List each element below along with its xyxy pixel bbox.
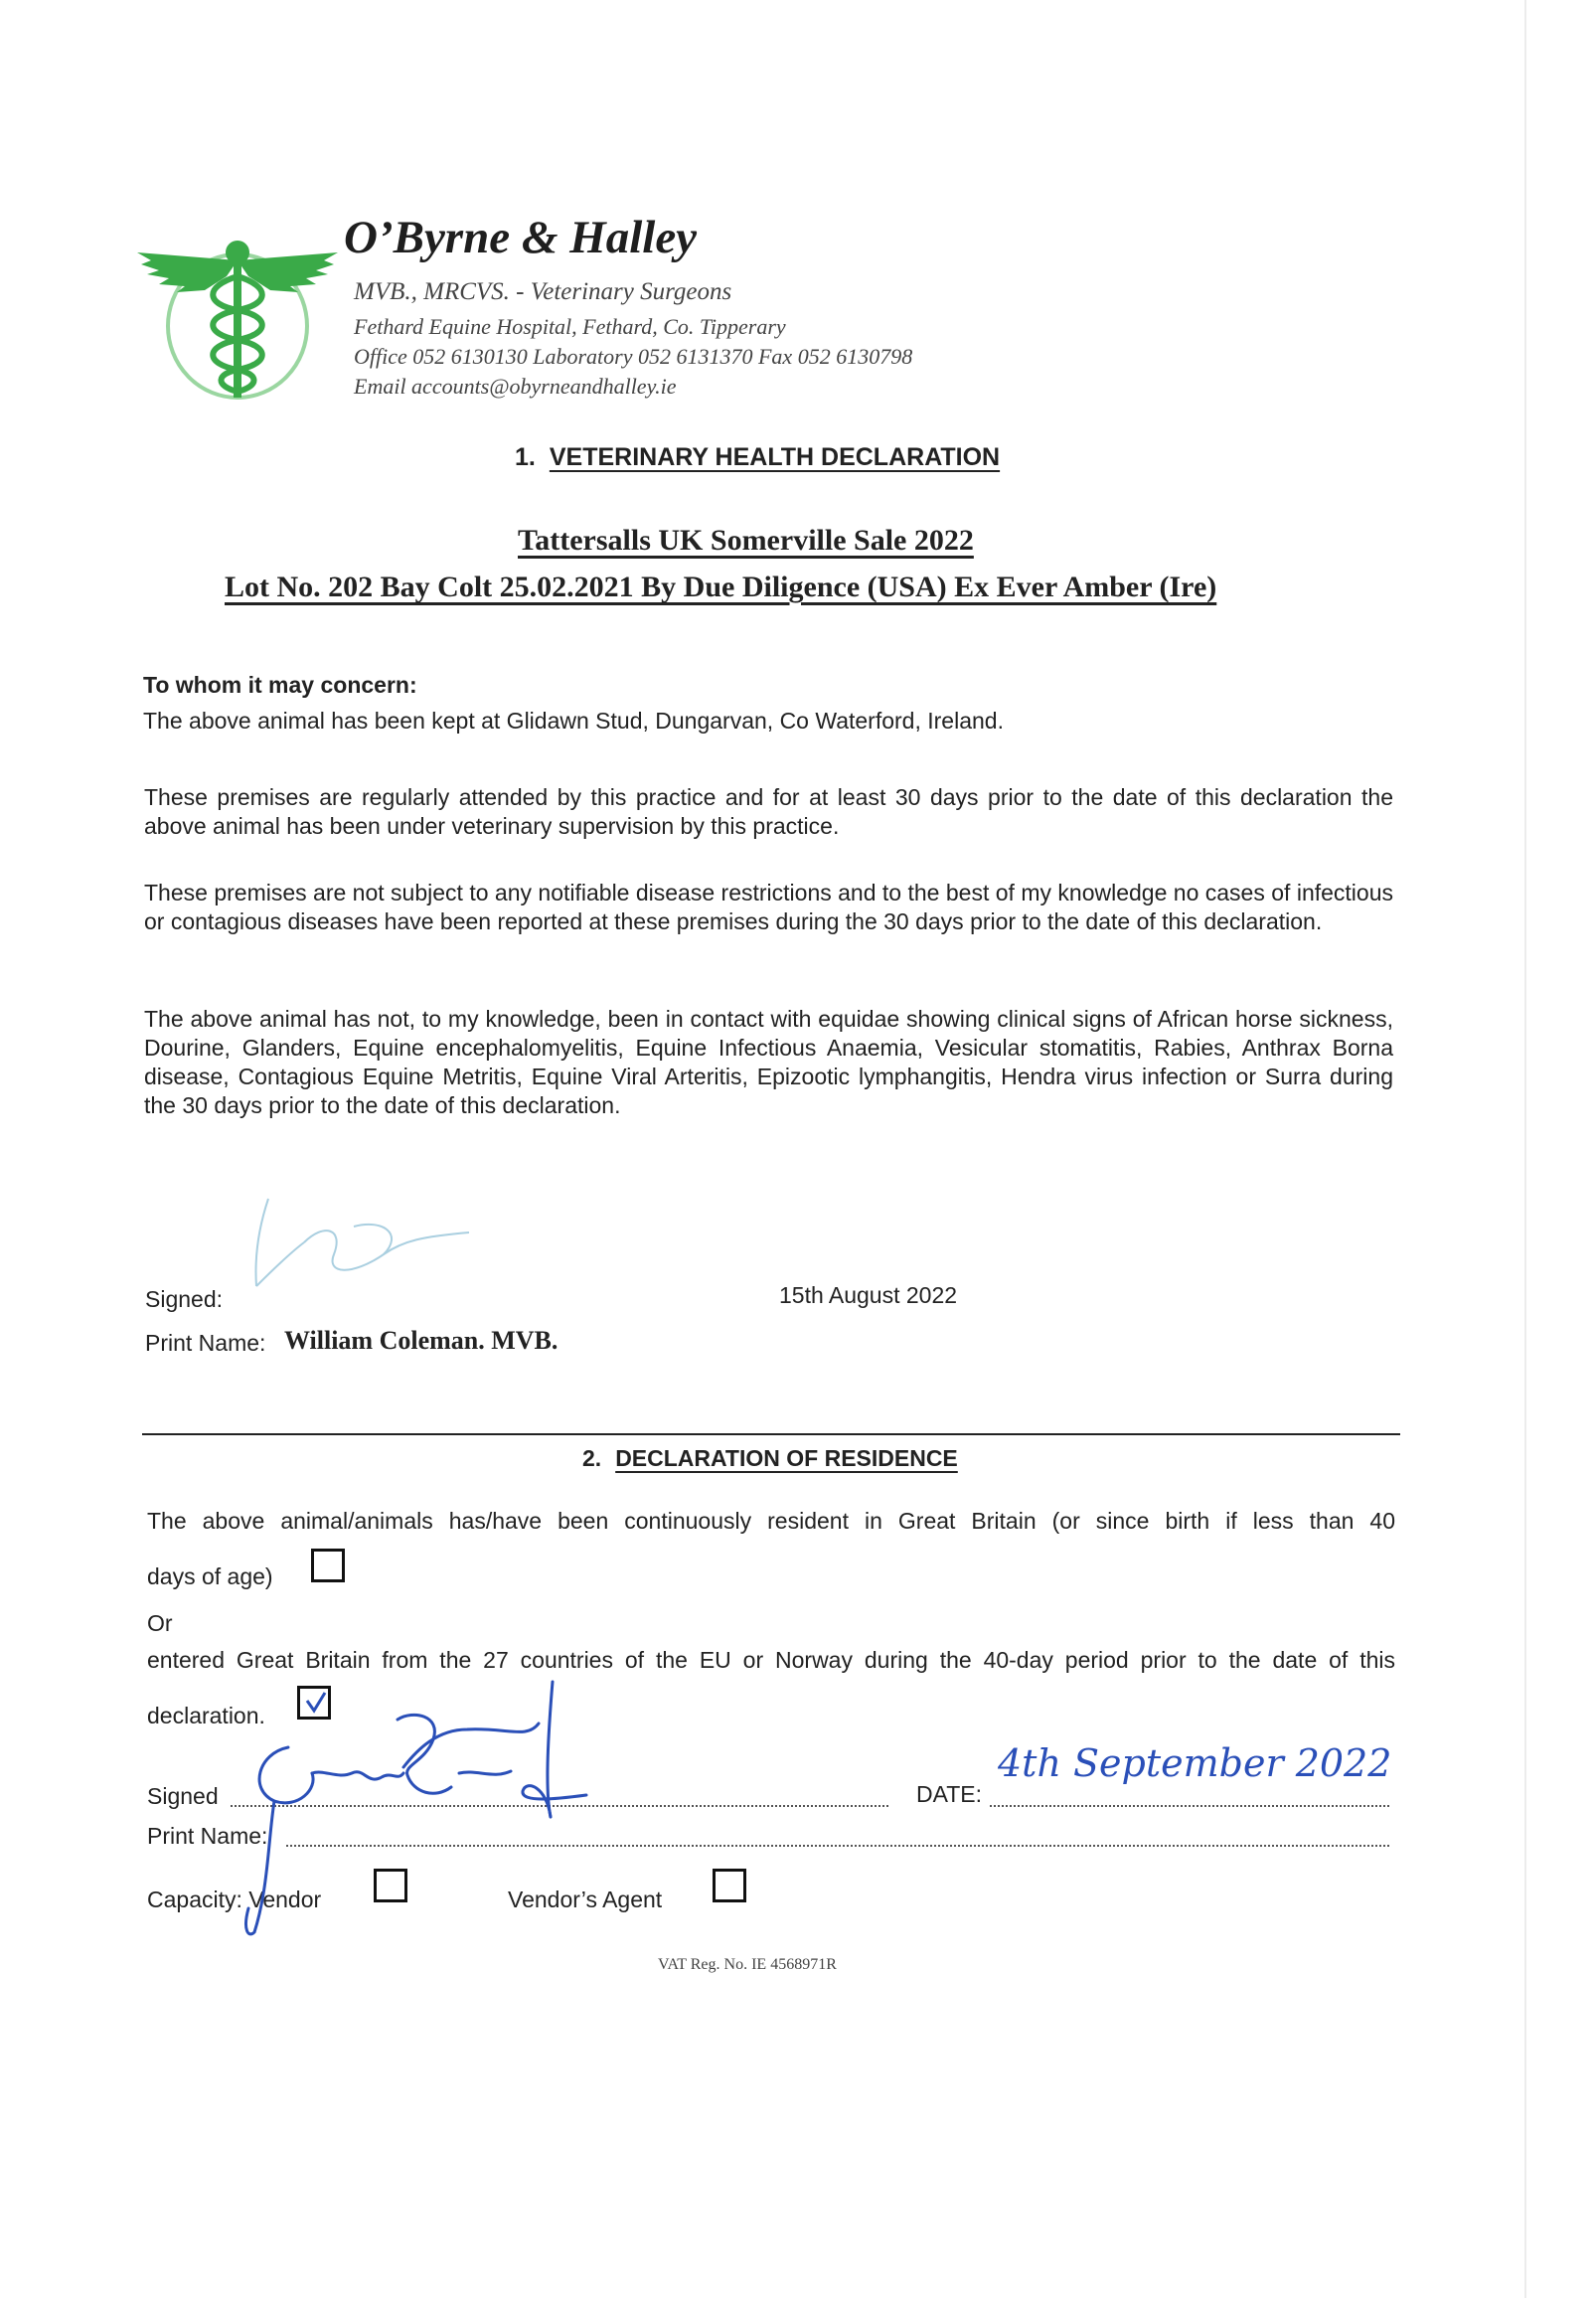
date-line [990,1805,1389,1807]
entered-paragraph-cont: declaration. [147,1703,265,1728]
residence-paragraph-cont: days of age) [147,1563,273,1589]
vendor-signed-label: Signed [147,1783,219,1809]
scan-edge [1524,0,1526,2298]
section2-number: 2. [582,1445,602,1471]
vendors-agent-label: Vendor’s Agent [508,1887,663,1912]
section2-heading [582,1445,958,1472]
section1-number: 1. [515,443,536,471]
salutation: To whom it may concern: [143,672,417,698]
paragraph-no-contact: The above animal has not, to my knowledge, been in contact with equidae showing clinical signs of African horse sickness, Dourine, Glanders, Equine encephalomyelitis, Equine Infectious Anaemia, Vesicular stomatitis, Rabies, Anthrax Borna disease, Contagious Equine Metritis, Equine Viral Arteritis, Epizootic lymphangitis, Hendra virus infection or Surra during the 30 days prior to the date of this declaration. [144,1006,1393,1118]
lot-title: Lot No. 202 Bay Colt 25.02.2021 By Due Diligence (USA) Ex Ever Amber (Ire) [225,571,1217,603]
paragraph-no-restrictions: These premises are not subject to any notifiable disease restrictions and to the best of my knowledge no cases of infectious or contagious diseases have been reported at these premises during the 30 days prior to the date of this declaration. [144,880,1393,934]
sale-title: Tattersalls UK Somerville Sale 2022 [518,524,974,557]
or-label: Or [147,1610,173,1636]
phone-numbers: Office 052 6130130 Laboratory 052 6131370 Fax 052 6130798 [354,344,913,369]
email-address: Email accounts@obyrneandhalley.ie [354,374,677,399]
qualifications: MVB., MRCVS. - Veterinary Surgeons [354,278,732,305]
paragraph-kept-at: The above animal has been kept at Glidawn Stud, Dungarvan, Co Waterford, Ireland. [143,708,1004,734]
vet-declaration-date: 15th August 2022 [779,1282,958,1308]
section-divider [142,1433,1400,1435]
caduceus-icon [135,231,340,402]
capacity-vendor-label: Capacity: Vendor [147,1887,322,1912]
vendor-date-label: DATE: [916,1781,983,1807]
vat-registration: VAT Reg. No. IE 4568971R [658,1956,837,1973]
section2-title: DECLARATION OF RESIDENCE [615,1445,958,1471]
section1-title: VETERINARY HEALTH DECLARATION [549,443,1001,471]
vet-signature-icon [235,1189,473,1298]
resident-checkbox[interactable] [311,1549,345,1582]
paragraph-supervision: These premises are regularly attended by this practice and for at least 30 days prior to the date of this declaration the above animal has been under veterinary supervision by this practice. [144,784,1393,839]
vet-print-name-label: Print Name: [145,1330,266,1356]
vendors-agent-checkbox[interactable] [713,1869,746,1902]
firm-name: O’Byrne & Halley [344,212,698,263]
vendor-signature-icon [229,1670,606,1948]
vet-signed-label: Signed: [145,1286,224,1312]
entered-paragraph: entered Great Britain from the 27 countries of the EU or Norway during the 40-day period prior to the date of this [147,1647,1395,1673]
address: Fethard Equine Hospital, Fethard, Co. Tipperary [354,314,786,339]
vendor-print-name-label: Print Name: [147,1823,268,1849]
residence-paragraph: The above animal/animals has/have been continuously resident in Great Britain (or since birth if less than 40 [147,1508,1395,1534]
vet-print-name: William Coleman. MVB. [284,1326,559,1355]
handwritten-date: 4th September 2022 [998,1741,1392,1785]
section1-heading [515,443,1000,472]
